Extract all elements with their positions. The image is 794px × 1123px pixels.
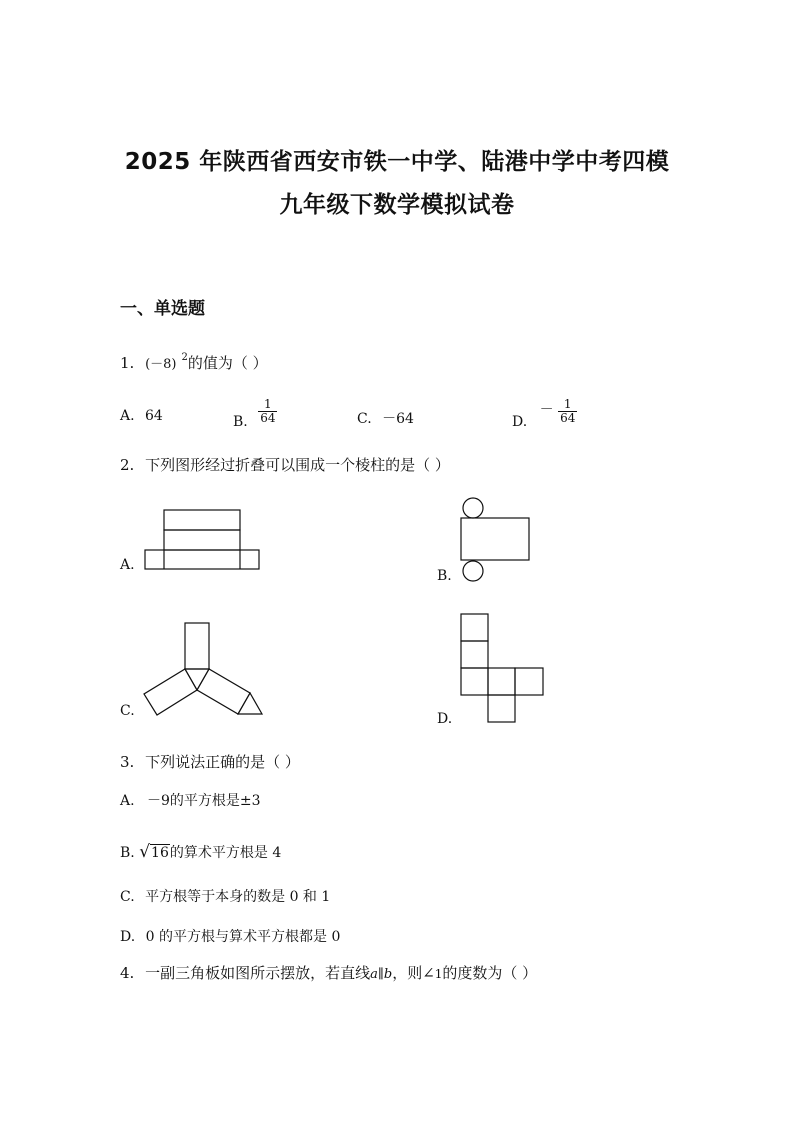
option-label: B.: [233, 413, 248, 430]
option-label: A.: [120, 793, 135, 809]
q3-option-a: [120, 790, 261, 810]
question-text: 下列图形经过折叠可以围成一个棱柱的是（ ）: [145, 456, 450, 474]
question-4: [120, 962, 537, 983]
option-label: A.: [120, 408, 135, 424]
question-text: 的值为（ ）: [187, 354, 268, 372]
q3-option-c: [120, 886, 330, 906]
option-label: D.: [120, 929, 136, 945]
q2-option-b-label: B.: [437, 568, 452, 584]
question-3: [120, 751, 300, 772]
section-heading: 一、单选题: [120, 299, 205, 319]
question-text-start: 一副三角板如图所示摆放，若直线: [145, 964, 371, 982]
q2-option-d-label: D.: [437, 711, 453, 727]
question-text-end: 的度数为（ ）: [442, 964, 538, 982]
fraction-numerator: 1: [264, 397, 272, 411]
question-text-middle: ，则∠: [392, 964, 435, 982]
q2-option-c-label: C.: [120, 703, 135, 719]
q2-option-a-label: A.: [120, 557, 135, 573]
option-value: －64: [382, 411, 414, 427]
square-root: √16: [139, 842, 169, 862]
fraction-sign: －: [539, 401, 554, 418]
fraction-denominator: 64: [260, 411, 276, 425]
option-text: 0 的平方根与算术平方根都是 0: [145, 929, 341, 945]
fraction-denominator: 64: [560, 411, 576, 425]
option-label: C.: [120, 889, 135, 905]
option-text: 平方根等于本身的数是 0 和 1: [145, 889, 331, 905]
option-label: C.: [357, 411, 372, 427]
document-title-line1: 2025 年陕西省西安市铁一中学、陆港中学中考四模: [124, 149, 670, 175]
option-label: D.: [512, 413, 528, 430]
parallel-lines-math: a∥b: [370, 967, 393, 982]
fraction-numerator: 1: [563, 397, 572, 411]
option-label: B.: [120, 845, 135, 861]
power-base: (－8): [145, 357, 177, 372]
power-exponent: 2: [181, 352, 188, 363]
question-number: 2.: [120, 456, 135, 474]
option-text: 的算术平方根是 4: [169, 845, 282, 861]
q3-option-b: [120, 842, 281, 862]
angle-number: 1: [434, 967, 443, 981]
question-number: 1.: [120, 354, 135, 372]
option-value: 64: [145, 408, 163, 424]
q3-option-d: [120, 926, 340, 946]
question-number: 4.: [120, 964, 135, 982]
radicand: 16: [151, 845, 169, 861]
option-text: －9的平方根是±3: [147, 793, 261, 809]
question-number: 3.: [120, 753, 135, 771]
question-text: 下列说法正确的是（ ）: [145, 753, 300, 771]
document-title-line2: 九年级下数学模拟试卷: [279, 192, 515, 218]
